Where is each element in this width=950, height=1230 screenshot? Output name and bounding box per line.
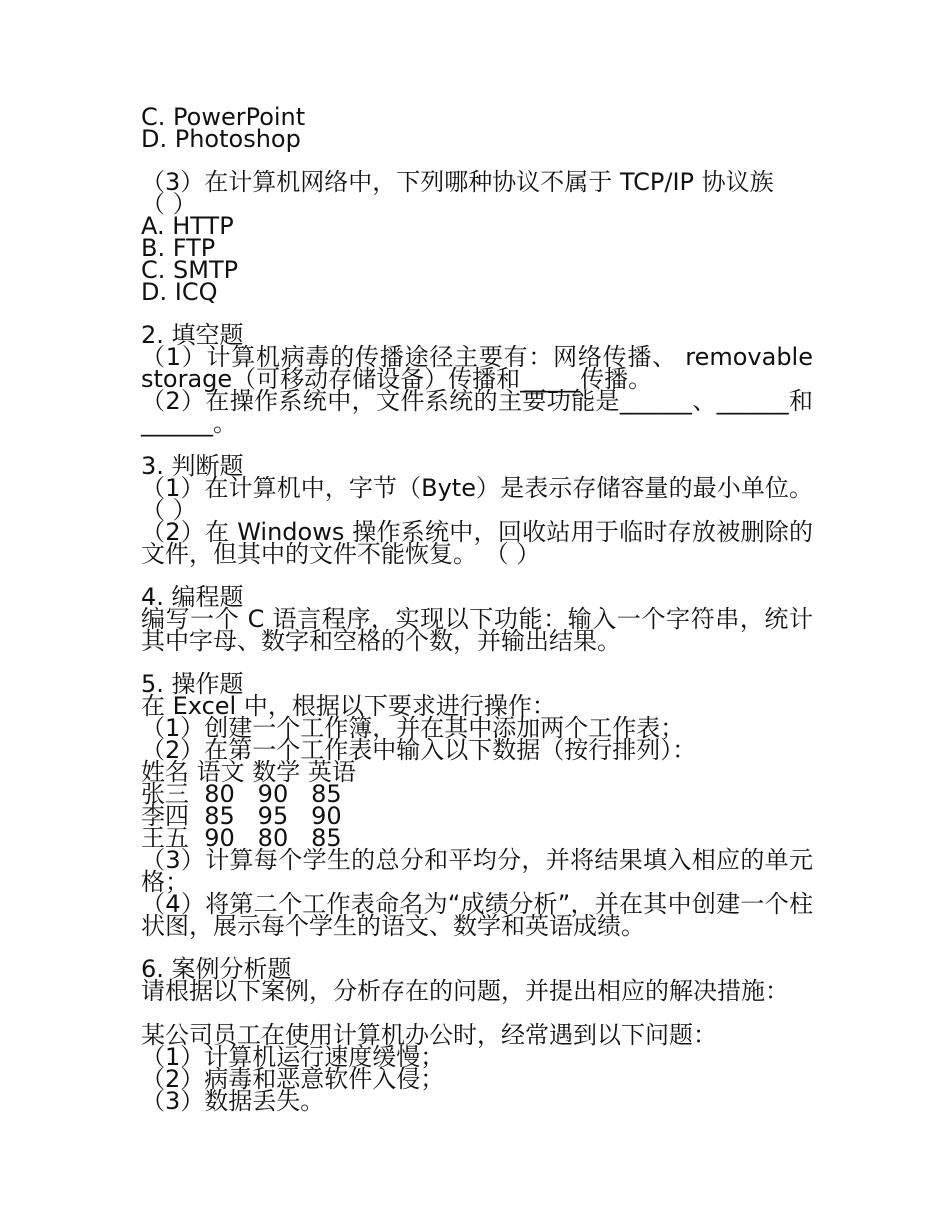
case-heading: 6. 案例分析题 [141,955,292,983]
case-problem-3: （3）数据丢失。 [141,1087,325,1115]
operate-intro: 在 Excel 中，根据以下要求进行操作： [141,692,556,720]
judge-q1: （1）在计算机中，字节（Byte）是表示存储容量的最小单位。 （ ） [141,474,813,524]
operate-step-2: （2）在第一个工作表中输入以下数据（按行排列）： [141,736,697,764]
operate-step-3: （3）计算每个学生的总分和平均分，并将结果填入相应的单元格； [141,846,813,896]
data-row-header: 姓名 语文 数学 英语 [141,758,356,786]
case-problem-2: （2）病毒和恶意软件入侵； [141,1065,445,1093]
program-body: 编写一个 C 语言程序，实现以下功能：输入一个字符串，统计其中字母、数字和空格的个数，并输出结果。 [141,605,813,655]
data-row: 王五 90 80 85 [141,824,342,852]
judge-q2: （2）在 Windows 操作系统中，回收站用于临时存放被删除的文件，但其中的文件不能恢复。 （ ） [141,518,813,568]
mc-q3-option-c: C. SMTP [141,256,239,284]
data-row: 张三 80 90 85 [141,780,342,808]
fill-heading: 2. 填空题 [141,321,244,349]
mc-option-c: C. PowerPoint [141,103,306,131]
case-problem-1: （1）计算机运行速度缓慢； [141,1043,445,1071]
fill-q1: （1）计算机病毒的传播途径主要有：网络传播、 removable storage（可移动存储设备）传播和_____传播。 [141,343,813,393]
mc-q3-blank: （ ） [141,190,197,218]
operate-step-1: （1）创建一个工作簿，并在其中添加两个工作表； [141,714,685,742]
judge-heading: 3. 判断题 [141,452,244,480]
mc-q3-option-b: B. FTP [141,234,216,262]
exam-page [141,103,813,1115]
mc-q3-option-d: D. ICQ [141,278,218,306]
operate-step-4: （4）将第二个工作表命名为“成绩分析”，并在其中创建一个柱状图，展示每个学生的语文、数学和英语成绩。 [141,890,813,940]
mc-q3-option-a: A. HTTP [141,212,234,240]
data-row: 李四 85 95 90 [141,802,342,830]
case-intro: 请根据以下案例，分析存在的问题，并提出相应的解决措施： [141,977,789,1005]
mc-option-d: D. Photoshop [141,125,301,153]
program-heading: 4. 编程题 [141,583,244,611]
case-context: 某公司员工在使用计算机办公时，经常遇到以下问题： [141,1021,717,1049]
mc-q3-stem: （3）在计算机网络中，下列哪种协议不属于 TCP/IP 协议族 [141,168,774,196]
fill-q2: （2）在操作系统中，文件系统的主要功能是______、______和______。 [141,387,813,437]
operate-heading: 5. 操作题 [141,670,244,698]
